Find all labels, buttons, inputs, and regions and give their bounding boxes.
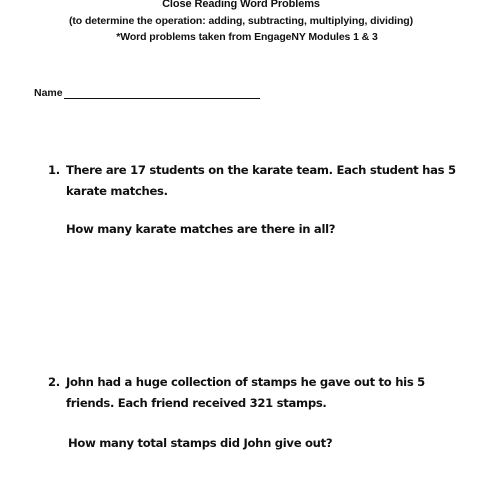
problem-number: 2. — [48, 375, 60, 389]
problem-1 — [48, 160, 468, 202]
problem-number: 1. — [48, 163, 60, 177]
name-blank-line[interactable] — [64, 89, 260, 99]
problem-1-question: How many karate matches are there in all? — [66, 222, 336, 236]
worksheet-title: Close Reading Word Problems — [162, 0, 320, 10]
worksheet-header — [0, 0, 482, 44]
source-note: *Word problems taken from EngageNY Modules 1 & 3 — [116, 31, 378, 43]
problem-2 — [48, 372, 468, 414]
problem-2-question: How many total stamps did John give out? — [68, 436, 333, 450]
name-field — [34, 87, 260, 99]
name-label: Name — [34, 87, 63, 99]
problem-text: John had a huge collection of stamps he gave out to his 5 friends. Each friend received 321 stamps. — [66, 375, 425, 410]
worksheet-subtitle: (to determine the operation: adding, subtracting, multiplying, dividing) — [69, 15, 413, 27]
problem-text: There are 17 students on the karate team. Each student has 5 karate matches. — [66, 163, 456, 198]
